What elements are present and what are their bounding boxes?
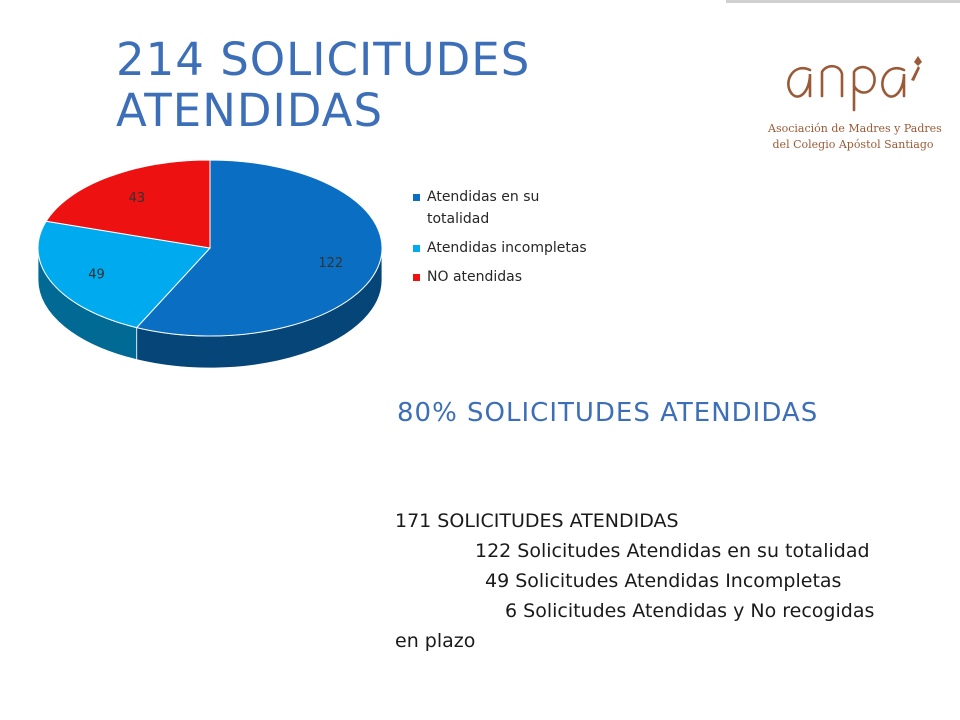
detail-line-1: 122 Solicitudes Atendidas en su totalidad — [475, 540, 870, 562]
legend-label-1: Atendidas en su totalidad — [427, 189, 540, 227]
legend-item-1 — [413, 186, 603, 230]
pie-chart — [30, 158, 400, 368]
legend-label-2: Atendidas incompletas — [427, 240, 587, 256]
detail-line-3: 6 Solicitudes Atendidas y No recogidas en plazo — [395, 600, 875, 652]
logo-tagline-line-2: del Colegio Apóstol Santiago — [772, 138, 934, 151]
legend-item-3 — [413, 266, 603, 288]
details-text — [395, 506, 885, 656]
legend-swatch-1 — [413, 194, 420, 201]
top-divider — [726, 0, 960, 3]
legend-label-3: NO atendidas — [427, 269, 523, 285]
pie-data-label-1: 122 — [318, 255, 344, 271]
legend-swatch-3 — [413, 274, 420, 281]
anpa-wordmark-graphic — [780, 52, 926, 112]
legend-item-2 — [413, 237, 603, 259]
summary-line: 171 SOLICITUDES ATENDIDAS — [395, 510, 679, 532]
slide-title: 214 SOLICITUDES ATENDIDAS — [116, 33, 531, 137]
chart-legend — [413, 186, 603, 295]
logo-tagline-line-1: Asociación de Madres y Padres — [768, 122, 942, 135]
detail-line-2: 49 Solicitudes Atendidas Incompletas — [485, 570, 842, 592]
legend-swatch-2 — [413, 245, 420, 252]
pie-data-label-2: 49 — [88, 267, 105, 283]
pie-data-label-3: 43 — [128, 190, 146, 206]
percentage-heading: 80% SOLICITUDES ATENDIDAS — [397, 398, 819, 428]
anpa-logo — [768, 52, 942, 162]
